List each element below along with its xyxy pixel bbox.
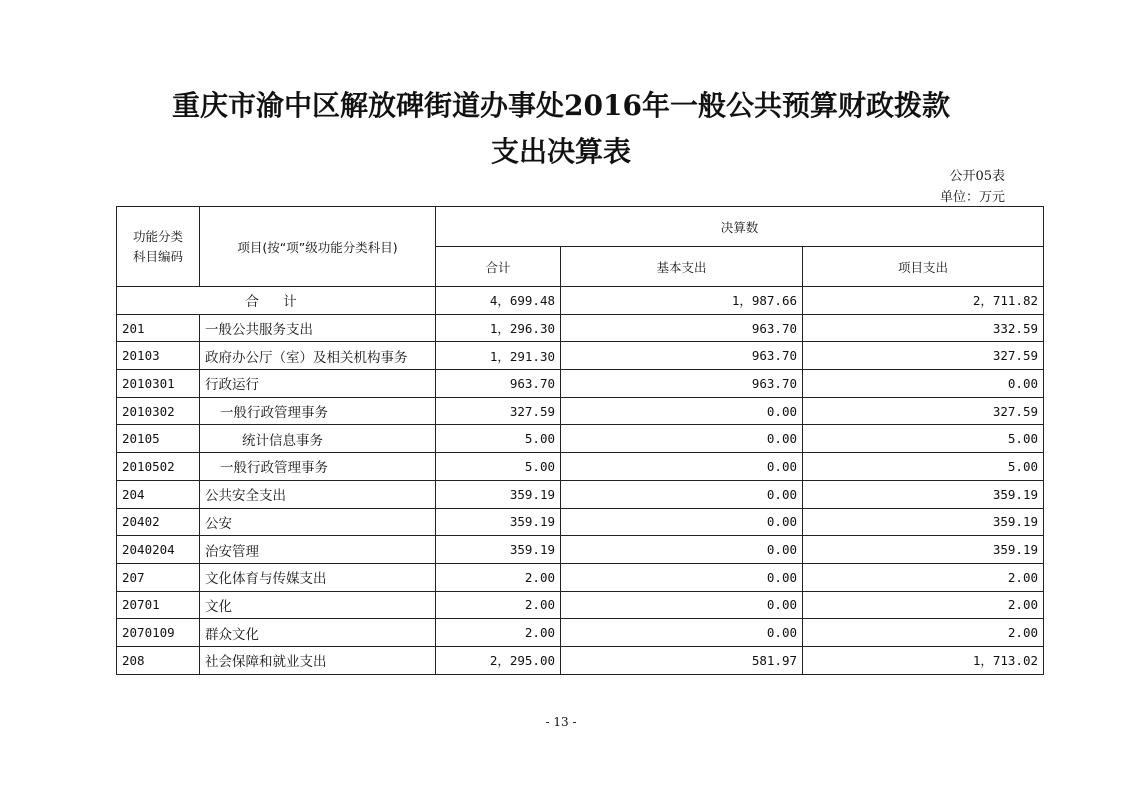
row-name: 一般行政管理事务 [200, 397, 436, 425]
row-basic: 0.00 [561, 563, 803, 591]
row-basic: 0.00 [561, 591, 803, 619]
table-row [117, 646, 1044, 674]
row-total: 359.19 [436, 508, 561, 536]
table-row [117, 397, 1044, 425]
row-code: 2010302 [117, 397, 200, 425]
row-code: 2070109 [117, 619, 200, 647]
row-total: 2，295.00 [436, 646, 561, 674]
row-code: 20701 [117, 591, 200, 619]
row-code: 2010301 [117, 370, 200, 398]
table-row [117, 314, 1044, 342]
row-basic: 0.00 [561, 508, 803, 536]
row-project: 5.00 [803, 453, 1044, 481]
document-title-line1: 重庆市渝中区解放碑街道办事处2016年一般公共预算财政拨款 [172, 89, 950, 122]
document-title-line2: 支出决算表 [490, 135, 631, 168]
table-row [117, 342, 1044, 370]
table-row [117, 619, 1044, 647]
row-name: 群众文化 [200, 619, 436, 647]
unit-label: 单位：万元 [939, 190, 1005, 205]
row-name: 行政运行 [200, 370, 436, 398]
row-project: 327.59 [803, 342, 1044, 370]
row-total: 5.00 [436, 425, 561, 453]
table-row [117, 425, 1044, 453]
row-basic: 963.70 [561, 314, 803, 342]
row-project: 327.59 [803, 397, 1044, 425]
row-project: 0.00 [803, 370, 1044, 398]
row-name: 文化体育与传媒支出 [200, 563, 436, 591]
row-project: 2.00 [803, 619, 1044, 647]
row-total: 1，296.30 [436, 314, 561, 342]
table-row [117, 563, 1044, 591]
row-project: 5.00 [803, 425, 1044, 453]
row-basic: 0.00 [561, 619, 803, 647]
table-row [117, 536, 1044, 564]
row-name: 公共安全支出 [200, 480, 436, 508]
table-row [117, 508, 1044, 536]
row-total: 963.70 [436, 370, 561, 398]
total-label: 合 计 [117, 287, 436, 315]
row-basic: 963.70 [561, 370, 803, 398]
table-row [117, 453, 1044, 481]
header-project: 项目支出 [803, 247, 1044, 287]
row-code: 201 [117, 314, 200, 342]
row-name: 统计信息事务 [200, 425, 436, 453]
row-code: 2010502 [117, 453, 200, 481]
row-total: 1，291.30 [436, 342, 561, 370]
row-code: 2040204 [117, 536, 200, 564]
total-sum: 4，699.48 [436, 287, 561, 315]
row-code: 207 [117, 563, 200, 591]
header-item: 项目(按“项”级功能分类科目) [200, 207, 436, 287]
row-basic: 0.00 [561, 480, 803, 508]
header-group: 决算数 [436, 207, 1044, 247]
row-basic: 0.00 [561, 425, 803, 453]
row-total: 2.00 [436, 563, 561, 591]
total-project: 2，711.82 [803, 287, 1044, 315]
row-total: 5.00 [436, 453, 561, 481]
row-project: 359.19 [803, 508, 1044, 536]
row-name: 公安 [200, 508, 436, 536]
header-basic: 基本支出 [561, 247, 803, 287]
form-number: 公开05表 [949, 169, 1005, 184]
row-total: 327.59 [436, 397, 561, 425]
row-basic: 963.70 [561, 342, 803, 370]
row-total: 359.19 [436, 536, 561, 564]
total-basic: 1，987.66 [561, 287, 803, 315]
row-total: 2.00 [436, 619, 561, 647]
row-total: 2.00 [436, 591, 561, 619]
header-total: 合计 [436, 247, 561, 287]
row-code: 20105 [117, 425, 200, 453]
row-name: 治安管理 [200, 536, 436, 564]
header-code: 功能分类 科目编码 [117, 207, 200, 287]
row-basic: 0.00 [561, 453, 803, 481]
table-row [117, 591, 1044, 619]
page-number: - 13 - [545, 715, 577, 729]
row-code: 204 [117, 480, 200, 508]
budget-table [116, 206, 1044, 675]
row-basic: 581.97 [561, 646, 803, 674]
row-basic: 0.00 [561, 536, 803, 564]
row-project: 332.59 [803, 314, 1044, 342]
row-code: 20402 [117, 508, 200, 536]
table-row [117, 370, 1044, 398]
row-project: 359.19 [803, 480, 1044, 508]
row-project: 1，713.02 [803, 646, 1044, 674]
row-name: 一般行政管理事务 [200, 453, 436, 481]
row-name: 政府办公厅（室）及相关机构事务 [200, 342, 436, 370]
row-basic: 0.00 [561, 397, 803, 425]
row-name: 一般公共服务支出 [200, 314, 436, 342]
table-row [117, 480, 1044, 508]
row-project: 2.00 [803, 591, 1044, 619]
row-code: 20103 [117, 342, 200, 370]
row-project: 359.19 [803, 536, 1044, 564]
row-name: 社会保障和就业支出 [200, 646, 436, 674]
total-row [117, 287, 1044, 315]
row-project: 2.00 [803, 563, 1044, 591]
row-code: 208 [117, 646, 200, 674]
row-name: 文化 [200, 591, 436, 619]
row-total: 359.19 [436, 480, 561, 508]
